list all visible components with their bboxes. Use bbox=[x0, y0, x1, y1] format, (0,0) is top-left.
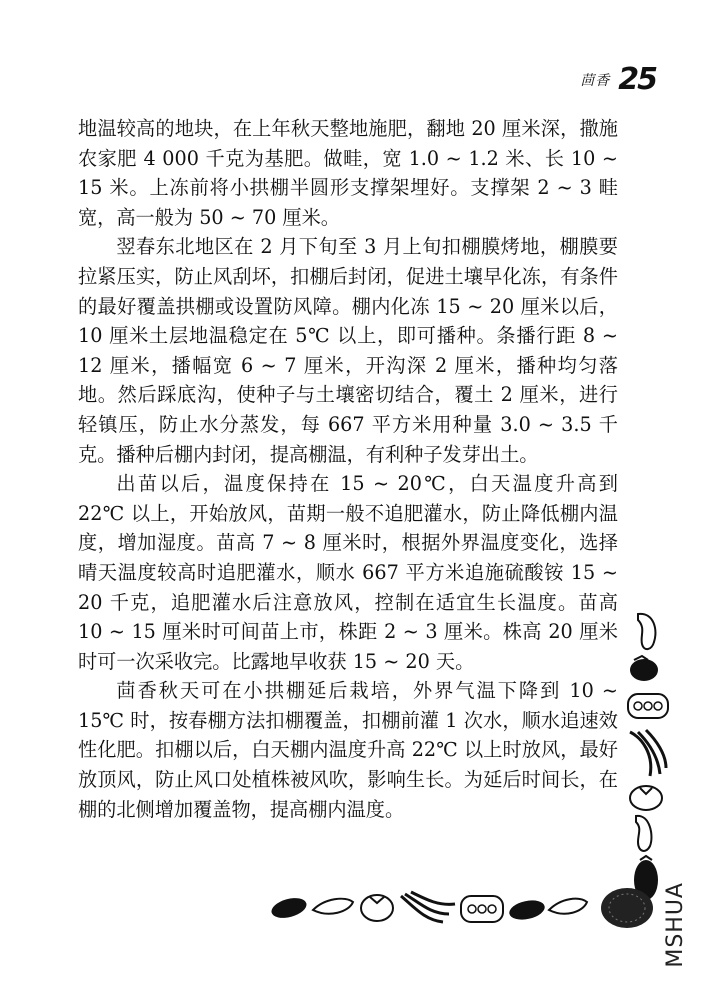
bottom-vegetable-decoration bbox=[265, 880, 655, 940]
tomato-icon bbox=[630, 786, 662, 810]
squash-icon bbox=[601, 888, 653, 928]
tomato-icon bbox=[361, 895, 393, 921]
paragraph: 出苗以后，温度保持在 15 ~ 20℃，白天温度升高到 22℃ 以上，开始放风，苗期一般不追肥灌水，防止降低棚内温度，增加湿度。苗高 7 ~ 8 厘米时，根据外界温度变化，选择晴天温度较高时追肥灌水，顺水 667 平方米追施硫酸铵 15 ~ 20 千克，追肥灌水后注意放风，控制在适宜生长温度。苗高 10 ~ 15 厘米时可间苗上市，株距 2 ~ 3 厘米。株高 20 厘米时可一次采收完。比露地早收获 15 ~ 20 天。 bbox=[78, 472, 618, 673]
corn-icon bbox=[628, 694, 668, 718]
eggplant-icon bbox=[269, 895, 308, 922]
body-text bbox=[78, 114, 618, 824]
eggplant-icon bbox=[508, 897, 547, 922]
bean-pod-icon bbox=[401, 892, 455, 922]
paragraph: 翌春东北地区在 2 月下旬至 3 月上旬扣棚膜烤地，棚膜要拉紧压实，防止风刮坏，扣棚后封闭，促进土壤早化冻，有条件的最好覆盖拱棚或设置防风障。棚内化冻 15 ~ 20 厘米以后，10 厘米土层地温稳定在 5℃ 以上，即可播种。条播行距 8 ~ 12 厘米，播幅宽 6 ~ 7 厘米，开沟深 2 厘米，播种均匀落地。然后踩底沟，使种子与土壤密切结合，覆土 2 厘米，进行轻镇压，防止水分蒸发，每 667 平方米用种量 3.0 ~ 3.5 千克。播种后棚内封闭，提高棚温，有利种子发芽出土。 bbox=[78, 235, 618, 466]
header-title: 茴香 bbox=[580, 72, 611, 89]
corn-icon bbox=[461, 896, 503, 922]
paragraph: 茴香秋天可在小拱棚延后栽培，外界气温下降到 10 ~ 15℃ 时，按春棚方法扣棚覆盖，扣棚前灌 1 次水，顺水追速效性化肥。扣棚以后，白天棚内温度升高 22℃ 以上时放风，最好放顶风，防止风口处植株被风吹，影响生长。为延后时间长，在棚的北侧增加覆盖物，提高棚内温度。 bbox=[78, 679, 618, 821]
cucumber-icon bbox=[549, 899, 587, 914]
cucumber-icon bbox=[638, 614, 655, 649]
cucumber-icon bbox=[636, 816, 651, 851]
watermark: MSHUA bbox=[663, 882, 688, 968]
running-header bbox=[580, 62, 656, 97]
side-vegetable-decoration bbox=[624, 608, 672, 908]
cucumber-icon bbox=[313, 899, 353, 914]
paragraph-continued: 地温较高的地块，在上年秋天整地施肥，翻地 20 厘米深，撒施农家肥 4 000 千克为基肥。做畦，宽 1.0 ~ 1.2 米、长 10 ~ 15 米。上冻前将小拱棚半圆形支撑架埋好。支撑架 2 ~ 3 畦宽，高一般为 50 ~ 70 厘米。 bbox=[78, 117, 618, 229]
eggplant-icon bbox=[630, 656, 658, 681]
bean-pod-icon bbox=[630, 730, 666, 776]
page-number: 25 bbox=[618, 62, 656, 97]
